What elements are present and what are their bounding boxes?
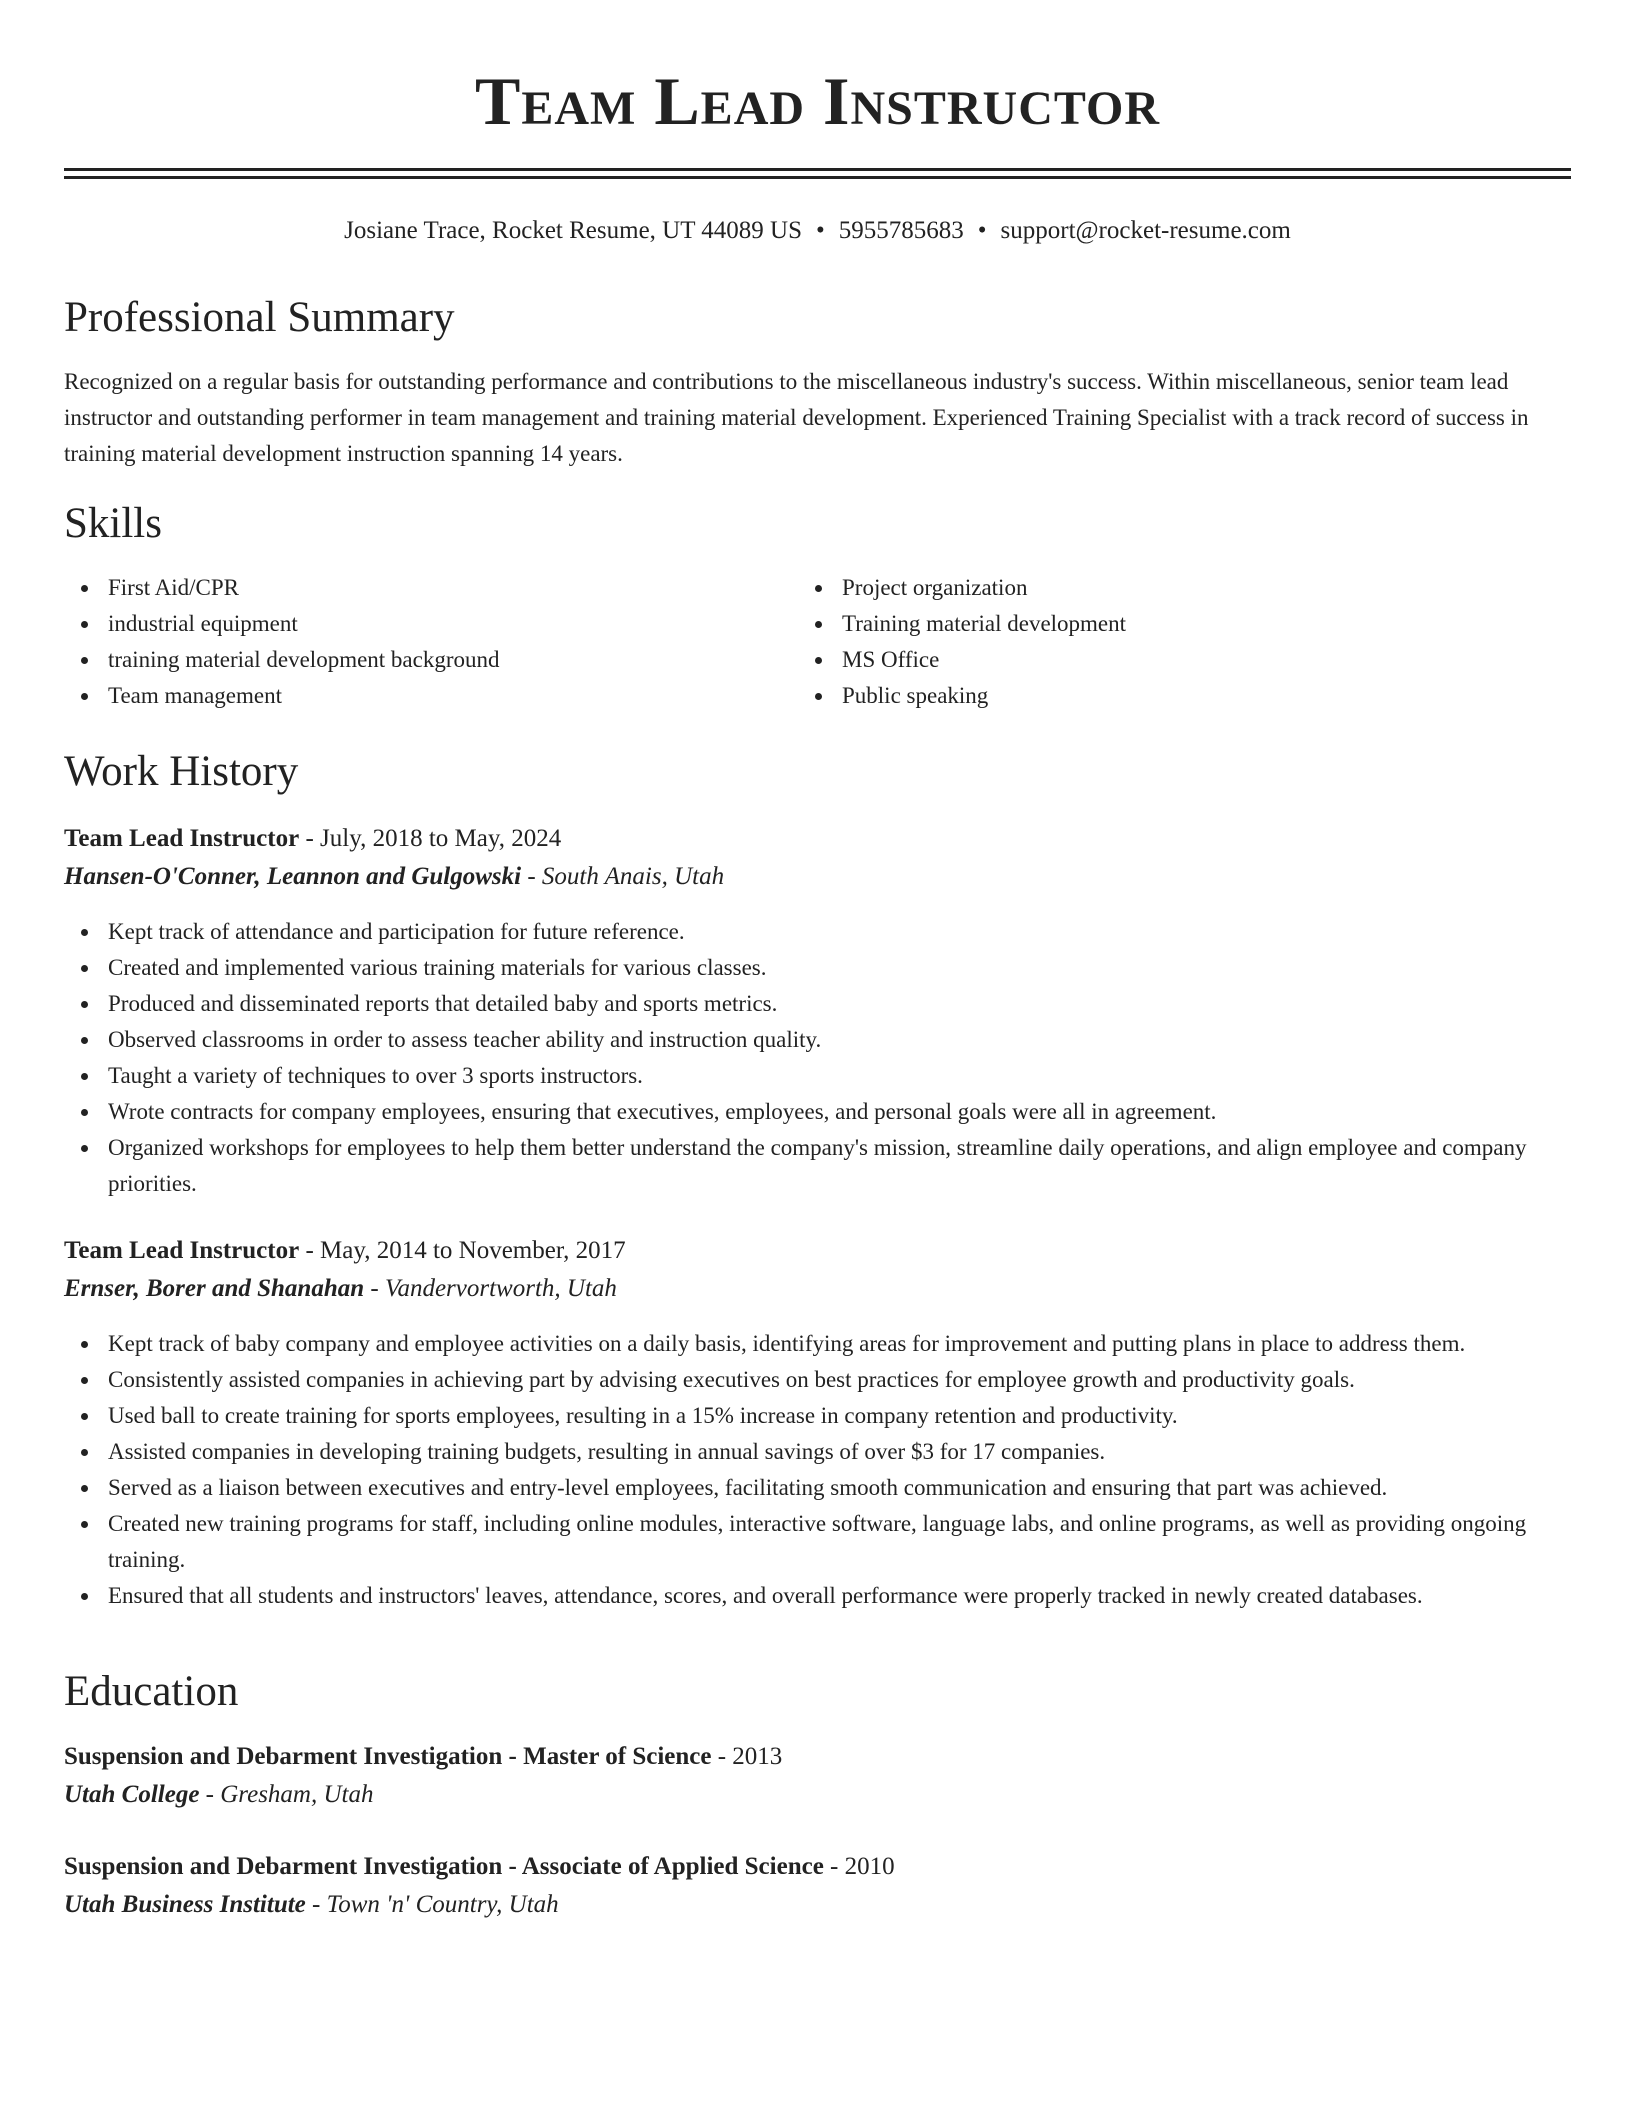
skills-heading: Skills [64, 500, 162, 547]
duty-item: Created and implemented various training materials for various classes. [64, 950, 1571, 986]
education-location: - Town 'n' Country, Utah [312, 1891, 559, 1918]
education-school: Utah Business Institute [64, 1891, 306, 1918]
contact-separator: • [977, 217, 987, 244]
duty-item: Used ball to create training for sports employees, resulting in a 15% increase in company retention and productivity. [64, 1398, 1571, 1434]
job-dates: - July, 2018 to May, 2024 [305, 825, 562, 852]
skill-item: industrial equipment [64, 606, 764, 642]
duty-item: Created new training programs for staff, including online modules, interactive software, language labs, and online programs, as well as providing ongoing training. [64, 1506, 1571, 1578]
summary-heading: Professional Summary [64, 294, 455, 341]
education-heading: Education [64, 1668, 239, 1715]
job-company: Hansen-O'Conner, Leannon and Gulgowski [64, 863, 522, 890]
duty-item: Served as a liaison between executives and entry-level employees, facilitating smooth communication and ensuring that part was achieved. [64, 1470, 1571, 1506]
skill-item: Project organization [798, 570, 1498, 606]
skill-item: training material development background [64, 642, 764, 678]
skills-list-right [798, 570, 1498, 714]
duty-item: Kept track of baby company and employee activities on a daily basis, identifying areas for improvement and putting plans in place to address them. [64, 1326, 1571, 1362]
job-location: - South Anais, Utah [527, 863, 725, 890]
job-2-header [64, 1232, 1571, 1270]
education-year: - 2010 [830, 1853, 895, 1880]
contact-line [64, 214, 1571, 248]
duty-item: Wrote contracts for company employees, ensuring that executives, employees, and personal goals were all in agreement. [64, 1094, 1571, 1130]
skill-item: Public speaking [798, 678, 1498, 714]
resume-title: Team Lead Instructor [474, 63, 1161, 139]
education-year: - 2013 [717, 1743, 783, 1770]
duty-item: Observed classrooms in order to assess teacher ability and instruction quality. [64, 1022, 1571, 1058]
job-1-duties [64, 914, 1571, 1202]
duty-item: Kept track of attendance and participation for future reference. [64, 914, 1571, 950]
duty-item: Consistently assisted companies in achieving part by advising executives on best practices for employee growth and productivity goals. [64, 1362, 1571, 1398]
duty-item: Organized workshops for employees to help them better understand the company's mission, streamline daily operations, and align employee and company priorities. [64, 1130, 1571, 1202]
job-2-duties [64, 1326, 1571, 1614]
education-school: Utah College [64, 1781, 200, 1808]
title-divider-top [64, 168, 1571, 171]
job-dates: - May, 2014 to November, 2017 [305, 1237, 626, 1264]
education-2-header [64, 1848, 1571, 1886]
work-history-heading: Work History [64, 748, 299, 795]
job-role: Team Lead Instructor [64, 825, 300, 852]
job-role: Team Lead Instructor [64, 1237, 300, 1264]
skill-item: Training material development [798, 606, 1498, 642]
education-degree: Suspension and Debarment Investigation - Associate of Applied Science [64, 1853, 824, 1880]
job-1-company-line [64, 858, 1571, 896]
education-location: - Gresham, Utah [205, 1781, 374, 1808]
education-1-school-line [64, 1776, 1571, 1814]
contact-phone: 5955785683 [838, 217, 964, 244]
contact-address: Josiane Trace, Rocket Resume, UT 44089 US [344, 217, 802, 244]
summary-text: Recognized on a regular basis for outstanding performance and contributions to the miscellaneous industry's success. Within miscellaneous, senior team lead instructor and outstanding performer in team management and training material development. Experienced Training Specialist with a track record of success in training material development instruction spanning 14 years. [64, 369, 1529, 466]
education-1-header [64, 1738, 1571, 1776]
contact-separator: • [816, 217, 825, 244]
contact-email: support@rocket-resume.com [1000, 217, 1291, 244]
job-1-header [64, 820, 1571, 858]
title-divider-bottom [64, 176, 1571, 179]
duty-item: Assisted companies in developing training budgets, resulting in annual savings of over $3 for 17 companies. [64, 1434, 1571, 1470]
skill-item: First Aid/CPR [64, 570, 764, 606]
education-degree: Suspension and Debarment Investigation - Master of Science [64, 1743, 712, 1770]
job-company: Ernser, Borer and Shanahan [64, 1275, 365, 1302]
job-2-company-line [64, 1270, 1571, 1308]
skill-item: Team management [64, 678, 764, 714]
job-location: - Vandervortworth, Utah [370, 1275, 617, 1302]
duty-item: Produced and disseminated reports that detailed baby and sports metrics. [64, 986, 1571, 1022]
skills-list-left [64, 570, 764, 714]
duty-item: Taught a variety of techniques to over 3 sports instructors. [64, 1058, 1571, 1094]
skill-item: MS Office [798, 642, 1498, 678]
duty-item: Ensured that all students and instructors' leaves, attendance, scores, and overall performance were properly tracked in newly created databases. [64, 1578, 1571, 1614]
education-2-school-line [64, 1886, 1571, 1924]
